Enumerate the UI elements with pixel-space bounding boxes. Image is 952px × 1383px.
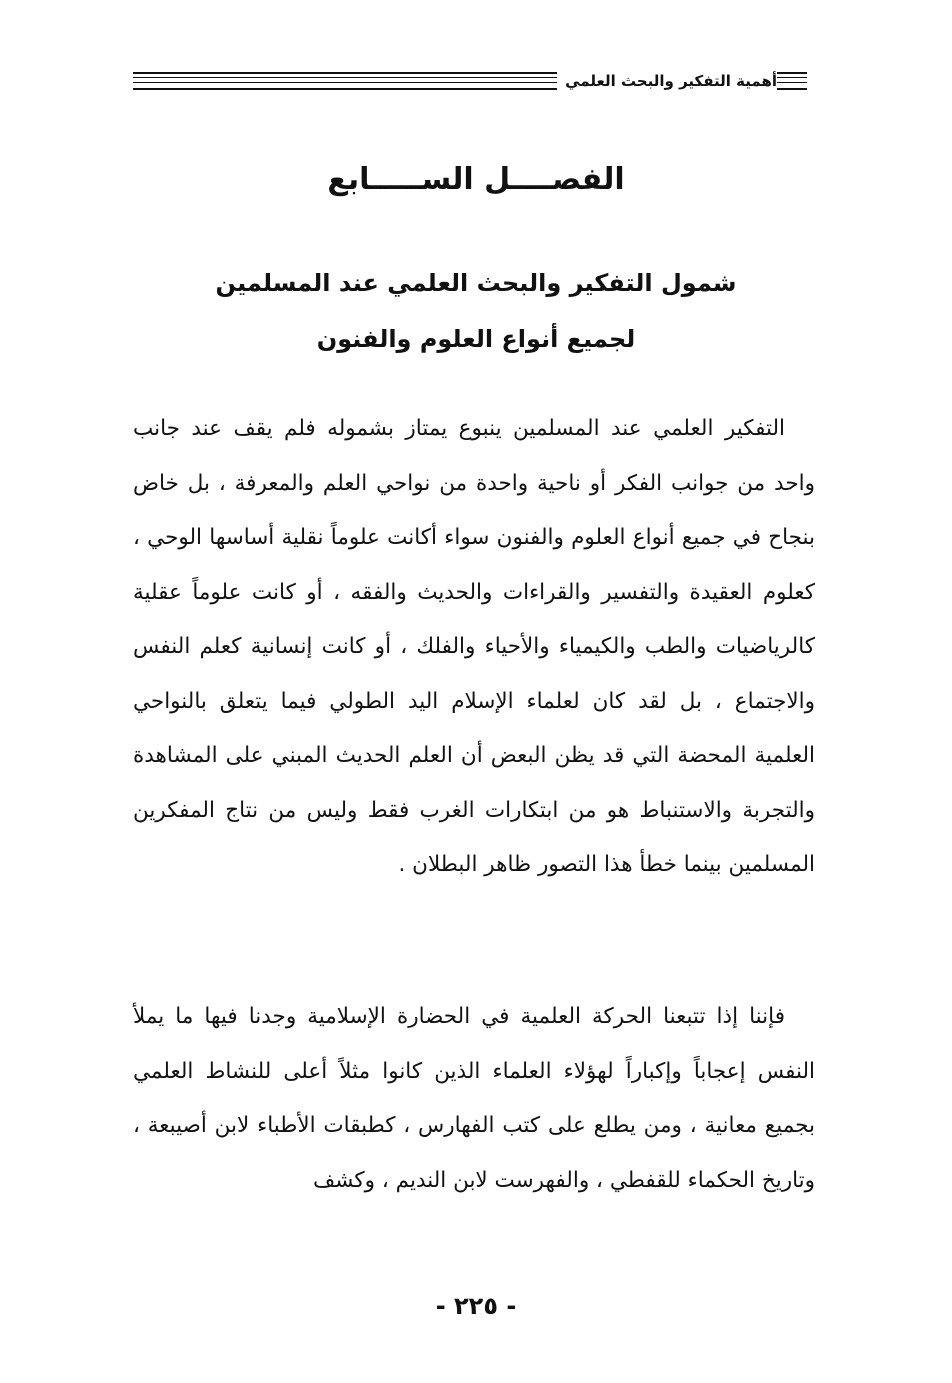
header-rule-left <box>133 72 557 90</box>
running-header-title: أهمية التفكير والبحث العلمي <box>565 71 777 90</box>
running-header <box>133 64 815 98</box>
header-rule-right <box>777 72 807 90</box>
section-title-line-1: شمول التفكير والبحث العلمي عند المسلمين <box>215 269 737 297</box>
page-number: - ٢٢٥ - <box>435 1292 517 1320</box>
body-paragraph-2: فإننا إذا تتبعنا الحركة العلمية في الحضارة الإسلامية وجدنا فيها ما يملأ النفس إعجاباً وإكباراً لهؤلاء العلماء الذين كانوا مثلاً أعلى للنشاط العلمي بجميع معانية ، ومن يطلع على كتب الفهارس ، كطبقات الأطباء لابن أصيبعة ، وتاريخ الحكماء للقفطي ، والفهرست لابن النديم ، وكشف <box>133 1004 815 1193</box>
body-paragraph-1: التفكير العلمي عند المسلمين ينبوع يمتاز بشموله فلم يقف عند جانب واحد من جوانب الفكر أو ناحية واحدة من نواحي العلم والمعرفة ، بل خاض بنجاح في جميع أنواع العلوم والفنون سواء أكانت علوماً نقلية أساسها الوحي ، كعلوم العقيدة والتفسير والقراءات والحديث والفقه ، أو كانت علوماً عقلية كالرياضيات والطب والكيمياء والأحياء والفلك ، أو كانت إنسانية كعلم النفس والاجتماع ، بل لقد كان لعلماء الإسلام اليد الطولي فيما يتعلق بالنواحي العلمية المحضة التي قد يظن البعض أن العلم الحديث المبني على المشاهدة والتجربة والاستنباط هو من ابتكارات الغرب فقط وليس من نتاج المفكرين المسلمين بينما خطأ هذا التصور ظاهر البطلان . <box>133 416 815 877</box>
chapter-title: الفصــــل الســـــابع <box>327 162 625 197</box>
section-title-line-2: لجميع أنواع العلوم والفنون <box>316 325 636 353</box>
